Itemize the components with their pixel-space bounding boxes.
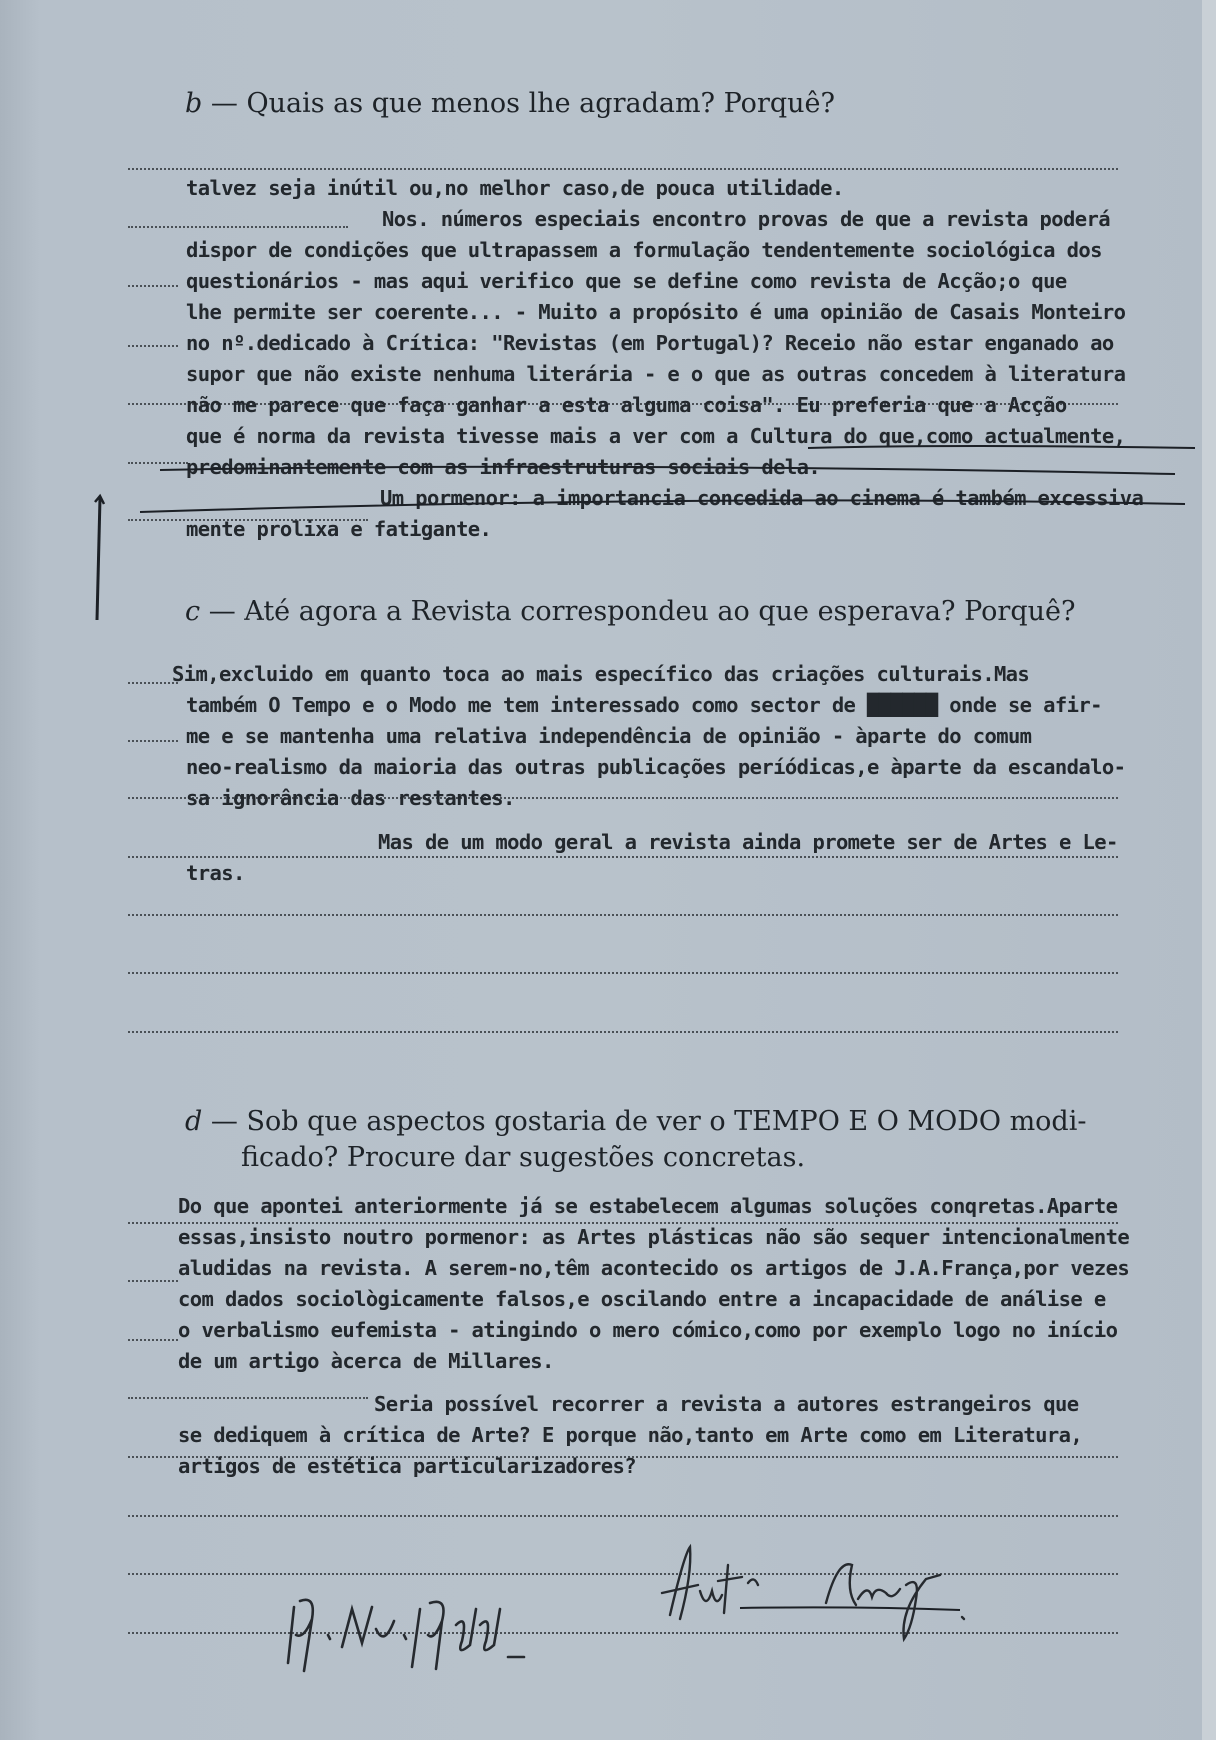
question-d-dash: — — [202, 1106, 247, 1137]
answer-line — [128, 1397, 368, 1399]
margin-bar-arrow — [95, 496, 104, 504]
question-c-text: Até agora a Revista correspondeu ao que esperava? Porquê? — [244, 596, 1076, 627]
answer-c-line: Sim,excluido em quanto toca ao mais específico das criações culturais.Mas — [172, 662, 1030, 686]
answer-b-line: dispor de condições que ultrapassem a formulação tendentemente sociológica dos — [186, 238, 1102, 262]
answer-b-line: não me parece que faça ganhar a esta alguma coisa". Eu preferia que a Acção — [186, 393, 1067, 417]
answer-d-line: Seria possível recorrer a revista a autores estrangeiros que — [374, 1392, 1079, 1416]
question-d-line2: ficado? Procure dar sugestões concretas. — [241, 1142, 806, 1173]
answer-c-line: tras. — [186, 861, 245, 885]
answer-line — [128, 856, 1118, 858]
answer-b-line: talvez seja inútil ou,no melhor caso,de pouca utilidade. — [186, 176, 844, 200]
answer-line — [128, 740, 178, 742]
answer-line — [128, 1280, 178, 1282]
answer-d-line: de um artigo àcerca de Millares. — [178, 1349, 554, 1373]
answer-line — [128, 226, 348, 228]
answer-d-line: aludidas na revista. A serem-no,têm acontecido os artigos de J.A.França,por vezes — [178, 1256, 1130, 1280]
answer-b-line: lhe permite ser coerente... - Muito a propósito é uma opinião de Casais Monteiro — [186, 300, 1126, 324]
question-c-dash: — — [200, 596, 245, 627]
question-b — [185, 86, 1145, 122]
answer-line — [128, 1339, 178, 1341]
answer-b-line: questionários - mas aqui verifico que se define como revista de Acção;o que — [186, 269, 1067, 293]
answer-line — [128, 462, 188, 464]
handwritten-date — [280, 1585, 540, 1675]
answer-line — [128, 345, 178, 347]
question-b-letter: b — [185, 88, 203, 119]
answer-c-line: neo-realismo da maioria das outras publicações períódicas,e àparte da escandalo- — [186, 755, 1126, 779]
answer-c-line: sa ignorância das restantes. — [186, 786, 515, 810]
answer-line — [128, 914, 1118, 916]
answer-c-line: me e se mantenha uma relativa independência de opinião - àparte do comum — [186, 724, 1032, 748]
handwritten-signature — [650, 1535, 1000, 1645]
answer-b-line: no nº.dedicado à Crítica: "Revistas (em Portugal)? Receio não estar enganado ao — [186, 331, 1114, 355]
answer-d-line: essas,insisto noutro pormenor: as Artes plásticas não são sequer intencionalmente — [178, 1225, 1130, 1249]
question-c — [185, 594, 1145, 630]
answer-d-line: se dediquem à crítica de Arte? E porque não,tanto em Arte como em Literatura, — [178, 1423, 1083, 1447]
answer-line — [128, 1031, 1118, 1033]
answer-d-line: artigos de estética particularizadores? — [178, 1454, 636, 1478]
answer-line — [128, 285, 178, 287]
margin-bar-mark — [97, 498, 100, 620]
question-d — [185, 1104, 1145, 1176]
answer-c-line: também O Tempo e o Modo me tem interessado como sector de ██████ onde se afir- — [186, 693, 1102, 717]
answer-b-line: Nos. números especiais encontro provas de que a revista poderá — [382, 207, 1111, 231]
answer-b-line: Um pormenor: a importancia concedida ao cinema é também excessiva — [380, 486, 1144, 510]
answer-d-line: com dados sociològicamente falsos,e oscilando entre a incapacidade de análise e — [178, 1287, 1106, 1311]
question-b-text: Quais as que menos lhe agradam? Porquê? — [246, 88, 835, 119]
question-c-letter: c — [185, 596, 201, 627]
question-b-dash: — — [202, 88, 247, 119]
answer-b-line: predominantemente com as infraestruturas sociais dela. — [186, 455, 821, 479]
question-d-line1: Sob que aspectos gostaria de ver o TEMPO E O MODO modi- — [246, 1106, 1087, 1137]
answer-b-line: supor que não existe nenhuma literária - e o que as outras concedem à literatura — [186, 362, 1126, 386]
answer-line — [128, 1222, 1118, 1224]
question-d-letter: d — [185, 1106, 203, 1137]
answer-line — [128, 972, 1118, 974]
answer-d-line: o verbalismo eufemista - atingindo o mero cómico,como por exemplo logo no início — [178, 1318, 1118, 1342]
answer-d-line: Do que apontei anteriormente já se estabelecem algumas soluções conqretas.Aparte — [178, 1194, 1118, 1218]
answer-line — [128, 1515, 1118, 1517]
answer-b-line: que é norma da revista tivesse mais a ver com a Cultura do que,como actualmente, — [186, 424, 1126, 448]
answer-c-line: Mas de um modo geral a revista ainda promete ser de Artes e Le- — [378, 830, 1118, 854]
answer-b-line: mente prolixa e fatigante. — [186, 517, 492, 541]
answer-line — [128, 168, 1118, 170]
answer-line — [128, 682, 178, 684]
